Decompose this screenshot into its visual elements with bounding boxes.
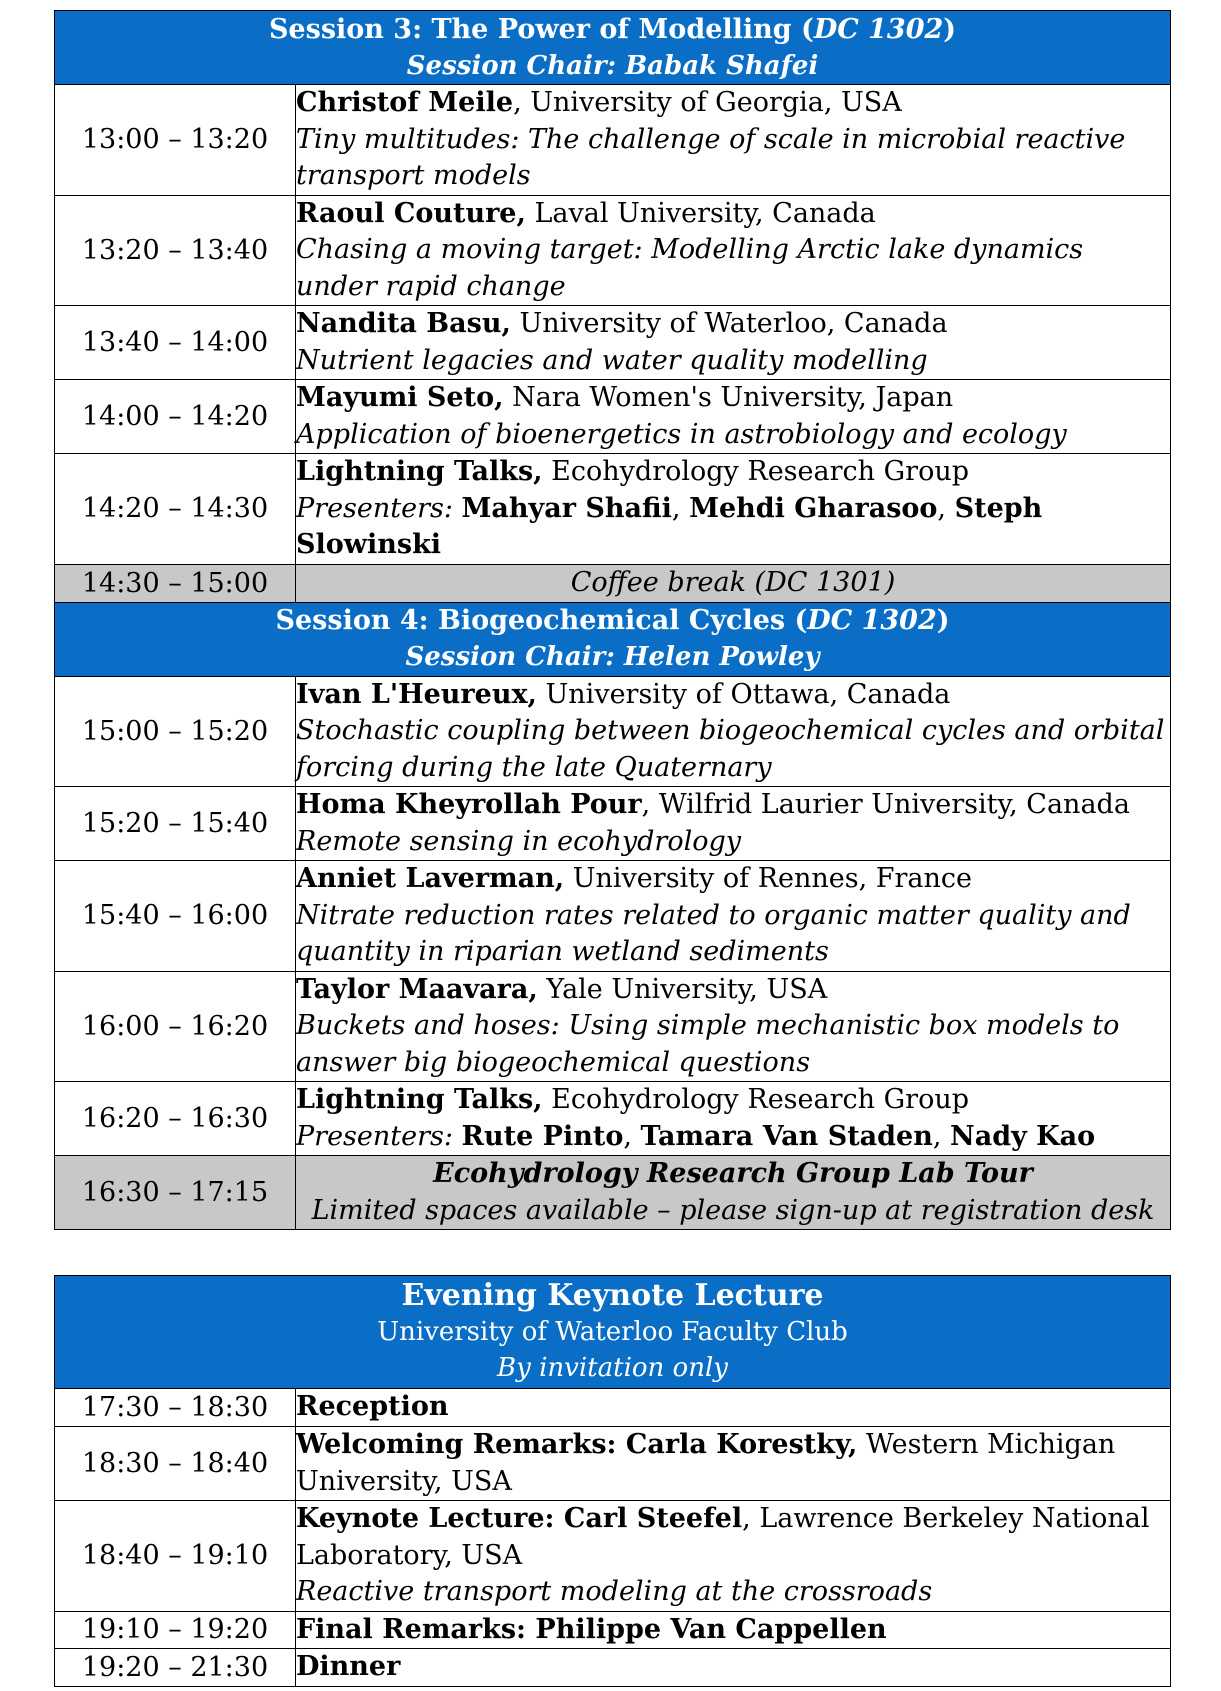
session-4-header-row (55, 602, 1171, 676)
keynote-talk-title: Reactive transport modeling at the crossroads (296, 1576, 933, 1607)
evening-header (55, 1276, 1171, 1389)
talk-title: Nitrate reduction rates related to organic matter quality and quantity in riparian wetland sediments (296, 899, 1131, 967)
speaker-affiliation: , Wilfrid Laurier University, Canada (641, 789, 1130, 820)
lightning-talks-group: Ecohydrology Research Group (542, 456, 970, 487)
row-details (296, 85, 1171, 196)
evening-title: Evening Keynote Lecture (401, 1278, 824, 1313)
presenter-name: Nady Kao (950, 1120, 1096, 1152)
row-time: 18:40 – 19:10 (55, 1501, 296, 1612)
talk-title: Application of bioenergetics in astrobiology and ecology (296, 418, 1067, 450)
session-3-chair: Session Chair: Babak Shafei (406, 50, 819, 81)
evening-header-row (55, 1276, 1171, 1389)
row-time: 14:00 – 14:20 (55, 380, 296, 454)
schedule-row (55, 861, 1171, 972)
row-time: 13:00 – 13:20 (55, 85, 296, 196)
keynote-row (55, 1501, 1171, 1612)
speaker-name: Mayumi Seto, (296, 382, 504, 413)
talk-title: Tiny multitudes: The challenge of scale in microbial reactive transport models (296, 123, 1126, 191)
presenters-label: Presenters: (296, 492, 462, 524)
speaker-affiliation: University of Rennes, France (564, 863, 973, 894)
speaker-affiliation: Laval University, Canada (525, 197, 876, 229)
row-time: 16:00 – 16:20 (55, 971, 296, 1082)
row-time: 14:20 – 14:30 (55, 454, 296, 565)
talk-title: Nutrient legacies and water quality modelling (296, 344, 928, 376)
speaker-name: Anniet Laverman, (296, 863, 565, 894)
lightning-talks-row (55, 454, 1171, 565)
row-time: 16:20 – 16:30 (55, 1082, 296, 1156)
row-details: Lightning Talks, Ecohydrology Research Group Presenters: Mahyar Shafii, Mehdi Gharasoo, Steph Slowinski (296, 454, 1171, 565)
schedule-row (55, 971, 1171, 1082)
row-details (296, 676, 1171, 787)
session-4-title: Session 4: Biogeochemical Cycles (DC 1302) (275, 605, 950, 636)
lab-tour-title: Ecohydrology Research Group Lab Tour (433, 1158, 1033, 1189)
row-time: 18:30 – 18:40 (55, 1427, 296, 1501)
row-time: 15:40 – 16:00 (55, 861, 296, 972)
evening-invite-note: By invitation only (497, 1353, 728, 1383)
lightning-talks-label: Lightning Talks, (296, 456, 543, 487)
row-time: 13:40 – 14:00 (55, 306, 296, 380)
schedule-row (55, 85, 1171, 196)
talk-title: Buckets and hoses: Using simple mechanistic box models to answer big biogeochemical questions (296, 1010, 1120, 1078)
row-time: 19:10 – 19:20 (55, 1611, 296, 1649)
welcome-affiliation: Western Michigan University, USA (296, 1429, 1116, 1497)
session-4-room: DC 1302 (807, 605, 937, 636)
lab-tour-row (55, 1156, 1171, 1230)
speaker-name: Ivan L'Heureux, (296, 678, 537, 710)
lightning-talks-label: Lightning Talks, (296, 1084, 543, 1115)
presenter-name: Rute Pinto (461, 1120, 624, 1152)
speaker-name: Homa Kheyrollah Pour (296, 789, 642, 820)
speaker-affiliation: University of Waterloo, Canada (510, 308, 948, 339)
row-details (296, 861, 1171, 972)
row-details (296, 971, 1171, 1082)
lightning-talks-row (55, 1082, 1171, 1156)
coffee-break-row (55, 564, 1171, 602)
evening-schedule-table (54, 1275, 1171, 1687)
schedule-row (55, 676, 1171, 787)
session-3-room: DC 1302 (813, 13, 944, 45)
presenter-name: Tamara Van Staden (640, 1120, 933, 1152)
row-details (296, 306, 1171, 380)
row-details: Lightning Talks, Ecohydrology Research Group Presenters: Rute Pinto, Tamara Van Staden, Nady Kao (296, 1082, 1171, 1156)
row-details (296, 195, 1171, 306)
row-time: 19:20 – 21:30 (55, 1649, 296, 1687)
final-remarks-label: Final Remarks: Philippe Van Cappellen (296, 1611, 1171, 1649)
welcome-label: Welcoming Remarks: Carla Korestky, (296, 1429, 858, 1460)
speaker-name: Taylor Maavara, (296, 973, 538, 1005)
row-details (296, 1501, 1171, 1612)
talk-title: Remote sensing in ecohydrology (296, 825, 742, 857)
reception-row (55, 1389, 1171, 1427)
row-details (296, 1427, 1171, 1501)
talk-title: Chasing a moving target: Modelling Arctic lake dynamics under rapid change (296, 234, 1084, 302)
presenters-label: Presenters: (296, 1120, 462, 1152)
lightning-talks-group: Ecohydrology Research Group (542, 1084, 970, 1115)
final-remarks-row (55, 1611, 1171, 1649)
speaker-name: Raoul Couture, (296, 197, 526, 229)
lab-tour-details (296, 1156, 1171, 1230)
row-time: 15:00 – 15:20 (55, 676, 296, 787)
speaker-affiliation: , University of Georgia, USA (513, 87, 902, 118)
talk-title: Stochastic coupling between biogeochemical cycles and orbital forcing during the late Quaternary (296, 715, 1165, 783)
speaker-affiliation: University of Ottawa, Canada (536, 678, 951, 710)
dinner-row (55, 1649, 1171, 1687)
row-details (296, 787, 1171, 861)
session-3-header-row (55, 11, 1171, 85)
afternoon-schedule-table (54, 10, 1171, 1230)
keynote-affiliation: , Lawrence Berkeley National Laboratory, USA (296, 1503, 1150, 1571)
reception-label: Reception (296, 1389, 1171, 1427)
row-time: 13:20 – 13:40 (55, 195, 296, 306)
row-time: 16:30 – 17:15 (55, 1156, 296, 1230)
presenter-name: Mehdi Gharasoo (689, 492, 938, 524)
row-time: 15:20 – 15:40 (55, 787, 296, 861)
session-3-title: Session 3: The Power of Modelling (DC 1302) (268, 13, 957, 45)
schedule-row (55, 306, 1171, 380)
session-3-header (55, 11, 1171, 85)
dinner-label: Dinner (296, 1649, 1171, 1687)
presenter-name: Steph Slowinski (296, 492, 1043, 560)
presenter-name: Mahyar Shafii (461, 492, 672, 524)
row-time: 14:30 – 15:00 (55, 564, 296, 602)
speaker-affiliation: Yale University, USA (537, 973, 828, 1005)
row-time: 17:30 – 18:30 (55, 1389, 296, 1427)
lab-tour-note: Limited spaces available – please sign-up at registration desk (311, 1194, 1155, 1226)
coffee-break-label: Coffee break (DC 1301) (296, 564, 1171, 602)
speaker-affiliation: Nara Women's University, Japan (503, 382, 954, 413)
keynote-label: Keynote Lecture: Carl Steefel (296, 1503, 743, 1534)
speaker-name: Christof Meile (296, 87, 514, 118)
schedule-row (55, 787, 1171, 861)
row-details (296, 380, 1171, 454)
session-4-chair: Session Chair: Helen Powley (405, 642, 820, 672)
schedule-row (55, 195, 1171, 306)
welcome-row (55, 1427, 1171, 1501)
evening-venue: University of Waterloo Faculty Club (377, 1317, 848, 1347)
session-4-header (55, 602, 1171, 676)
schedule-row (55, 380, 1171, 454)
speaker-name: Nandita Basu, (296, 308, 511, 339)
